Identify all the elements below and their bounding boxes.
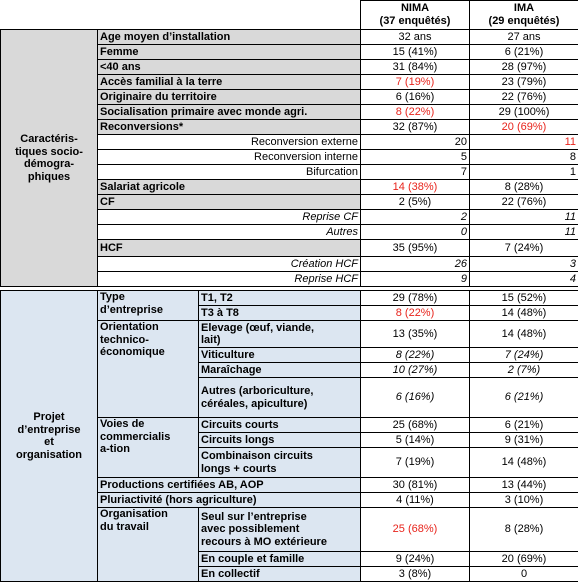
row-label: Socialisation primaire avec monde agri.: [98, 105, 361, 120]
sub-label-line: avec possiblement: [201, 523, 358, 536]
sub-label-line: Elevage (œuf, viande,: [201, 322, 358, 335]
sub-label: [199, 448, 361, 478]
ima-value: 23 (79%): [470, 75, 578, 90]
ima-value: 14 (48%): [470, 306, 578, 321]
header-ima-sub: (29 enquêtés): [472, 15, 576, 28]
group-label-line: Voies de: [100, 418, 196, 431]
sub-label: T1, T2: [199, 291, 361, 306]
ima-value: 9 (31%): [470, 433, 578, 448]
group-label-line: Orientation: [100, 321, 196, 334]
sub-label: Maraîchage: [199, 363, 361, 378]
header-empty: [1, 1, 361, 30]
nima-value: 8 (22%): [361, 348, 470, 363]
header-nima: [361, 1, 470, 30]
ima-value: 20 (69%): [470, 552, 578, 567]
sub-label: Viticulture: [199, 348, 361, 363]
sub-label: Circuits longs: [199, 433, 361, 448]
header-ima: [470, 1, 578, 30]
group-label-line: économique: [100, 346, 196, 359]
nima-value: 2 (5%): [361, 195, 470, 210]
sub-row-label: Reconversion interne: [98, 150, 361, 165]
nima-value: 25 (68%): [361, 508, 470, 552]
row-label: Productions certifiées AB, AOP: [98, 478, 361, 493]
nima-value: 35 (95%): [361, 240, 470, 257]
nima-value: 15 (41%): [361, 45, 470, 60]
nima-value: 8 (22%): [361, 105, 470, 120]
nima-value: 32 ans: [361, 30, 470, 45]
ima-value: 11: [470, 225, 578, 240]
ima-value: 11: [470, 210, 578, 225]
category-line: démogra-: [3, 158, 95, 171]
nima-value: 6 (16%): [361, 90, 470, 105]
nima-value: 9 (24%): [361, 552, 470, 567]
row-label: Originaire du territoire: [98, 90, 361, 105]
nima-value: 7: [361, 165, 470, 180]
nima-value: 14 (38%): [361, 180, 470, 195]
nima-value: 13 (35%): [361, 321, 470, 348]
sub-label-line: Seul sur l’entreprise: [201, 511, 358, 524]
nima-value: 7 (19%): [361, 75, 470, 90]
ima-value: 20 (69%): [470, 120, 578, 135]
ima-value: 27 ans: [470, 30, 578, 45]
sub-label-line: Combinaison circuits: [201, 450, 358, 463]
header-ima-label: IMA: [472, 2, 576, 15]
row-label: CF: [98, 195, 361, 210]
nima-value: 26: [361, 257, 470, 272]
sub-label: T3 à T8: [199, 306, 361, 321]
category-line: Caractéris-: [3, 133, 95, 146]
nima-value: 5 (14%): [361, 433, 470, 448]
group-label-organisation: [98, 508, 199, 582]
group-label-orientation: [98, 321, 199, 418]
nima-value: 10 (27%): [361, 363, 470, 378]
group-label-type: [98, 291, 199, 321]
header-nima-label: NIMA: [363, 2, 467, 15]
row-label: Salariat agricole: [98, 180, 361, 195]
ima-value: 29 (100%): [470, 105, 578, 120]
category-line: d’entreprise: [3, 424, 95, 437]
sub-label: Circuits courts: [199, 418, 361, 433]
ima-value: 6 (21%): [470, 45, 578, 60]
nima-value: 3 (8%): [361, 567, 470, 582]
sub-label: En collectif: [199, 567, 361, 582]
ima-value: 22 (76%): [470, 195, 578, 210]
row-label: Reconversions*: [98, 120, 361, 135]
group-label-line: Type: [100, 291, 196, 304]
nima-value: 4 (11%): [361, 493, 470, 508]
ima-value: 14 (48%): [470, 448, 578, 478]
category-line: tiques socio-: [3, 146, 95, 159]
sub-label-line: recours à MO extérieure: [201, 536, 358, 549]
sub-label: En couple et famille: [199, 552, 361, 567]
category-line: phiques: [3, 171, 95, 184]
group-label-line: technico-: [100, 334, 196, 347]
header-nima-sub: (37 enquêtés): [363, 15, 467, 28]
ima-value: 8 (28%): [470, 180, 578, 195]
nima-value: 32 (87%): [361, 120, 470, 135]
sub-row-label: Création HCF: [98, 257, 361, 272]
ima-value: 28 (97%): [470, 60, 578, 75]
ima-value: 6 (21%): [470, 378, 578, 418]
group-label-line: Organisation: [100, 508, 196, 521]
table-row: [1, 291, 578, 306]
sub-label-line: lait): [201, 334, 358, 347]
group-label-line: du travail: [100, 521, 196, 534]
category-line: et: [3, 436, 95, 449]
sub-label-line: céréales, apiculture): [201, 398, 358, 411]
nima-value: 31 (84%): [361, 60, 470, 75]
table-row: [1, 30, 578, 45]
sub-row-label: Reconversion externe: [98, 135, 361, 150]
row-label: Femme: [98, 45, 361, 60]
nima-value: 30 (81%): [361, 478, 470, 493]
category-business-project: [1, 291, 98, 582]
sub-label-line: Autres (arboriculture,: [201, 385, 358, 398]
nima-value: 7 (19%): [361, 448, 470, 478]
ima-value: 1: [470, 165, 578, 180]
ima-value: 4: [470, 272, 578, 287]
nima-value: 29 (78%): [361, 291, 470, 306]
sub-label: [199, 321, 361, 348]
sub-row-label: Autres: [98, 225, 361, 240]
ima-value: 7 (24%): [470, 240, 578, 257]
ima-value: 11: [470, 135, 578, 150]
sub-row-label: Reprise HCF: [98, 272, 361, 287]
sub-row-label: Reprise CF: [98, 210, 361, 225]
sub-row-label: Bifurcation: [98, 165, 361, 180]
ima-value: 7 (24%): [470, 348, 578, 363]
nima-value: 20: [361, 135, 470, 150]
ima-value: 13 (44%): [470, 478, 578, 493]
category-line: organisation: [3, 449, 95, 462]
ima-value: 0: [470, 567, 578, 582]
ima-value: 15 (52%): [470, 291, 578, 306]
group-label-voies: [98, 418, 199, 478]
header-row: [1, 1, 578, 30]
ima-value: 6 (21%): [470, 418, 578, 433]
row-label: Age moyen d’installation: [98, 30, 361, 45]
nima-value: 2: [361, 210, 470, 225]
nima-value: 8 (22%): [361, 306, 470, 321]
sub-label-line: longs + courts: [201, 463, 358, 476]
nima-value: 9: [361, 272, 470, 287]
group-label-line: a-tion: [100, 443, 196, 456]
sub-label: [199, 378, 361, 418]
ima-value: 14 (48%): [470, 321, 578, 348]
row-label: Accès familial à la terre: [98, 75, 361, 90]
ima-value: 22 (76%): [470, 90, 578, 105]
nima-value: 25 (68%): [361, 418, 470, 433]
ima-value: 3 (10%): [470, 493, 578, 508]
row-label: HCF: [98, 240, 361, 257]
row-label: <40 ans: [98, 60, 361, 75]
ima-value: 8: [470, 150, 578, 165]
nima-value: 6 (16%): [361, 378, 470, 418]
group-label-line: commercialis: [100, 431, 196, 444]
nima-value: 0: [361, 225, 470, 240]
category-line: Projet: [3, 411, 95, 424]
ima-value: 2 (7%): [470, 363, 578, 378]
sub-label: [199, 508, 361, 552]
group-label-line: d’entreprise: [100, 304, 196, 317]
category-socio-demographic: [1, 30, 98, 287]
ima-value: 8 (28%): [470, 508, 578, 552]
row-label: Pluriactivité (hors agriculture): [98, 493, 361, 508]
nima-value: 5: [361, 150, 470, 165]
ima-value: 3: [470, 257, 578, 272]
